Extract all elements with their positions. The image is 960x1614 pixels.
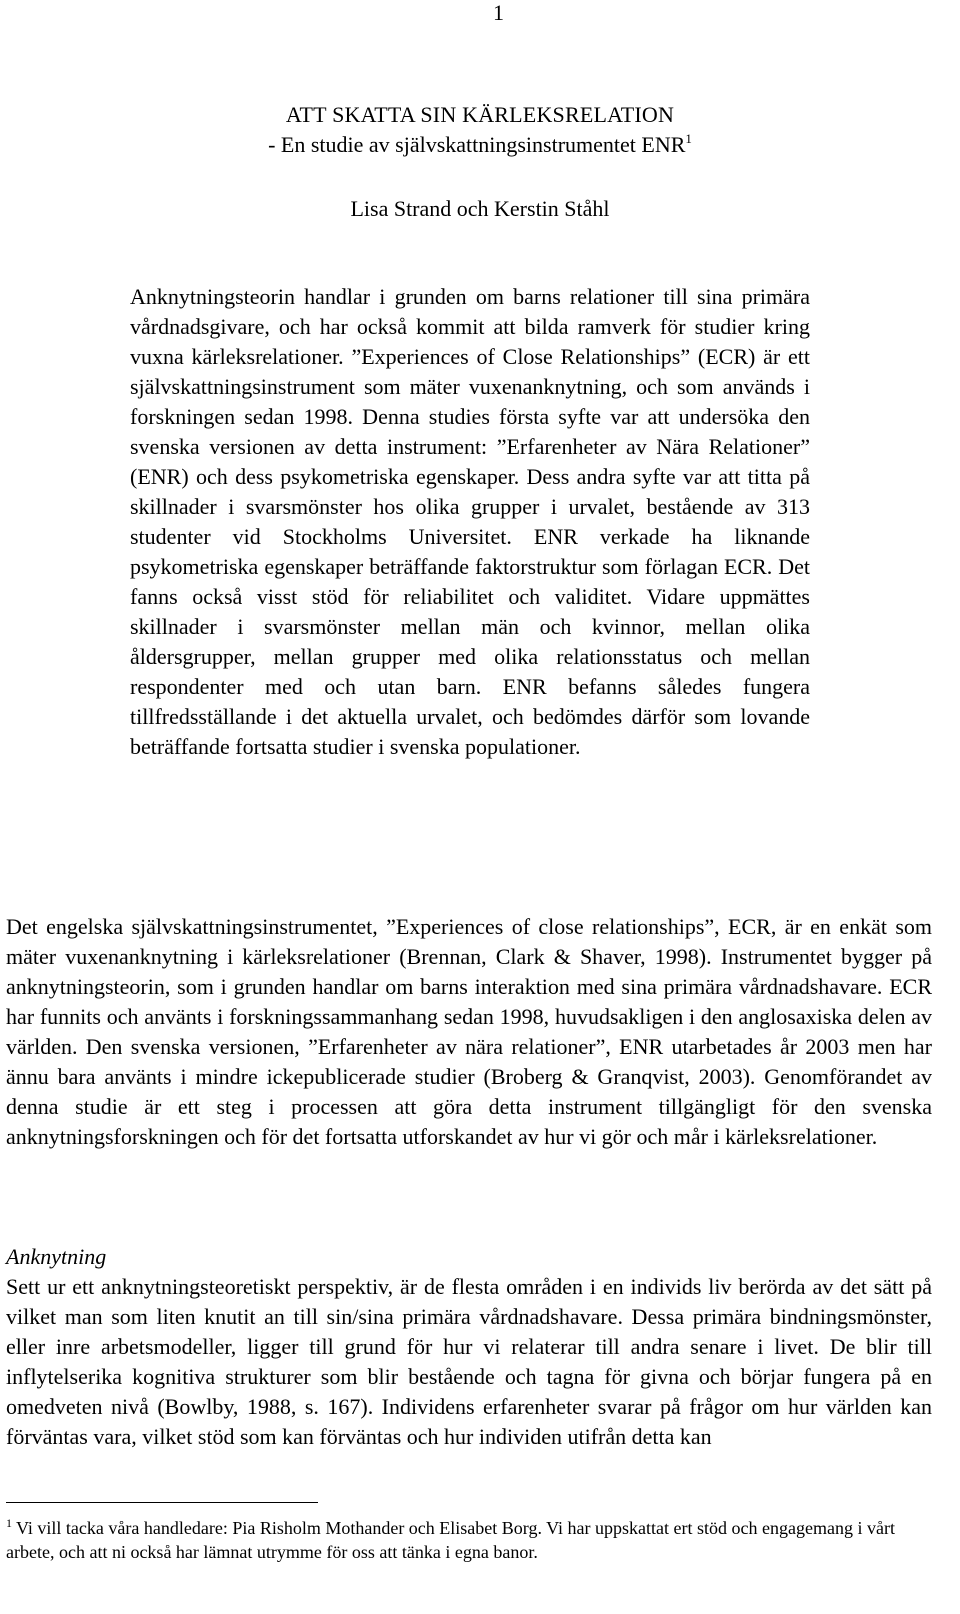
authors: Lisa Strand och Kerstin Ståhl <box>350 196 610 221</box>
page-number: 1 <box>493 0 504 25</box>
intro-paragraph: Det engelska självskattningsinstrumentet, ”Experiences of close relationships”, ECR, är en enkät som mäter vuxenanknytning i kärleksrelationer (Brennan, Clark & Shaver, 1998). Instrumentet bygger på anknytningsteorin, som i grunden handlar om barns interaktion med sina primära vårdnadshavare. ECR har funnits och använts i forskningssammanhang sedan 1998, huvudsakligen i den anglosaxiska delen av världen. Den svenska versionen, ”Erfarenheter av nära relationer”, ENR utarbetades år 2003 men har ännu bara använts i mindre ickepublicerade studier (Broberg & Granqvist, 2003). Genomförandet av denna studie är ett steg i processen att göra detta instrument tillgängligt för den svenska anknytningsforskningen och för det fortsatta utforskandet av hur vi gör och mår i kärleksrelationer. <box>6 914 932 1149</box>
footnote-divider <box>6 1502 318 1503</box>
abstract: Anknytningsteorin handlar i grunden om barns relationer till sina primära vårdnadsgivare, och har också kommit att bilda ramverk för studier kring vuxna kärleksrelationer. ”Experiences of Close Relationships” (ECR) är ett självskattningsinstrument som mäter vuxenanknytning, och som används i forskningen sedan 1998. Denna studies första syfte var att undersöka den svenska versionen av detta instrument: ”Erfarenheter av Nära Relationer” (ENR) och dess psykometriska egenskaper. Dess andra syfte var att titta på skillnader i svarsmönster hos olika grupper i urvalet, bestående av 313 studenter vid Stockholms Universitet. ENR verkade ha liknande psykometriska egenskaper beträffande faktorstruktur som förlagan ECR. Det fanns också visst stöd för reliabilitet och validitet. Vidare uppmättes skillnader i svarsmönster mellan män och kvinnor, mellan olika åldersgrupper, mellan grupper med olika relationsstatus och mellan respondenter med och utan barn. ENR befanns således fungera tillfredsställande i det aktuella urvalet, och bedömdes därför som lovande beträffande fortsatta studier i svenska populationer. <box>130 284 810 759</box>
paper-subtitle <box>0 130 960 160</box>
paper-title: ATT SKATTA SIN KÄRLEKSRELATION <box>285 102 675 127</box>
section-heading: Anknytning <box>6 1244 107 1269</box>
section-paragraph: Sett ur ett anknytningsteoretiskt perspektiv, är de flesta områden i en individs liv berörda av det sätt på vilket man som liten knutit an till sin/sina primära vårdnadshavare. Dessa primära bindningsmönster, eller inre arbetsmodeller, ligger till grund för hur vi relaterar till andra senare i livet. De blir till inflytelserika kognitiva strukturer som blir bestående och tagna för givna och börjar fungera på en omedveten nivå (Bowlby, 1988, s. 167). Individens erfarenheter svarar på frågor om hur världen kan förväntas vara, vilket stöd som kan förväntas och hur individen utifrån detta kan <box>6 1274 932 1449</box>
title-block <box>0 100 960 160</box>
subtitle-text: - En studie av självskattningsinstrumentet ENR <box>268 132 686 157</box>
footnote-mark: 1 <box>6 1516 12 1530</box>
footnote <box>6 1516 932 1564</box>
footnote-text: Vi vill tacka våra handledare: Pia Risholm Mothander och Elisabet Borg. Vi har uppskattat ert stöd och engagemang i vårt arbete, och att ni också har lämnat utrymme för oss att tänka i egna banor. <box>6 1518 895 1562</box>
footnote-reference-mark: 1 <box>685 131 692 146</box>
